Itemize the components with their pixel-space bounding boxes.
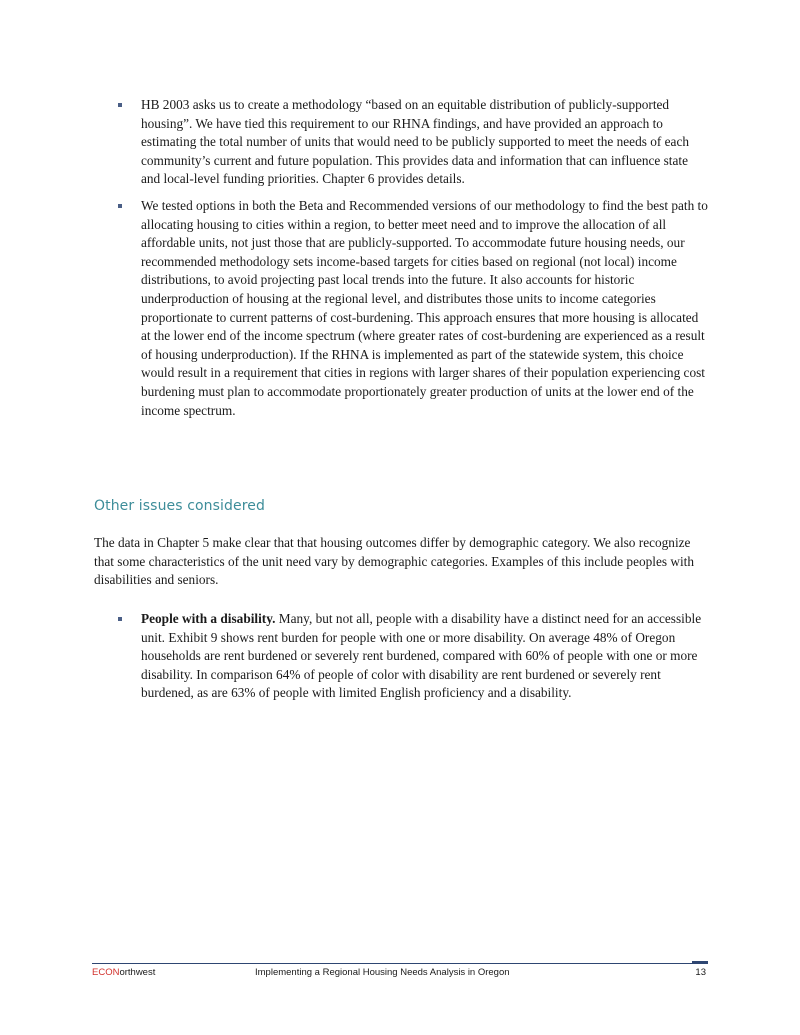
footer-brand-accent: ECON [92, 967, 120, 978]
footer-rule [92, 963, 708, 964]
bullet-text: HB 2003 asks us to create a methodology “based on an equitable distribution of publicly-supported housing”. We have tied this requirement to our RHNA findings, and have provided an approach to estimating the total number of units that would need to be publicly supported to meet the needs of each community’s current and future population. This provides data and information that can influence state and local-level funding priorities. Chapter 6 provides details. [141, 97, 689, 187]
footer-brand [92, 967, 155, 978]
bullet-item-publicly-supported [118, 96, 708, 189]
bullet-item-disability [118, 610, 708, 703]
square-bullet-icon [118, 617, 122, 621]
square-bullet-icon [118, 103, 122, 107]
section-heading: Other issues considered [94, 498, 265, 514]
square-bullet-icon [118, 204, 122, 208]
bullet-list-bottom [118, 610, 708, 711]
footer-brand-rest: orthwest [119, 967, 156, 978]
bullet-text: We tested options in both the Beta and Recommended versions of our methodology to find the best path to allocating housing to cities within a region, to better meet need and to improve the allocation of all affordable units, not just those that are publicly-supported. To accommodate future housing needs, our recommended methodology sets income-based targets for cities based on regional (not local) income distributions, to avoid projecting past local trends into the future. It also accounts for historic underproduction of housing at the regional level, and distributes those units to income categories proportionate to current patterns of cost-burdening. This approach ensures that more housing is allocated at the lower end of the income spectrum (where greater rates of cost-burdening are experienced as a result of housing underproduction). If the RHNA is implemented as part of the statewide system, this choice would result in a requirement that cities in regions with larger shares of their population experiencing cost burdening must plan to accommodate proportionately greater production of units at the lower end of the income spectrum. [141, 197, 708, 418]
bullet-lead: People with a disability. [141, 611, 276, 626]
bullet-item-methodology-options [118, 197, 708, 420]
bullet-list-top [118, 96, 708, 428]
section-paragraph: The data in Chapter 5 make clear that that housing outcomes differ by demographic category. We also recognize that some characteristics of the unit need vary by demographic categories. Examples of this include peoples with disabilities and seniors. [94, 535, 695, 588]
bullet-text: Many, but not all, people with a disability have a distinct need for an accessible unit. Exhibit 9 shows rent burden for people with one or more disability. On average 48% of Oregon households are rent burdened or severely rent burdened, compared with 60% of people with one or more disability. In comparison 64% of people of color with disability are rent burdened or severely rent burdened, as are 63% of people with limited English proficiency and a disability. [141, 611, 702, 701]
footer-title: Implementing a Regional Housing Needs Analysis in Oregon [255, 967, 510, 978]
page-footer [92, 967, 708, 981]
footer-rule-accent [692, 961, 708, 964]
page-number: 13 [695, 967, 706, 978]
